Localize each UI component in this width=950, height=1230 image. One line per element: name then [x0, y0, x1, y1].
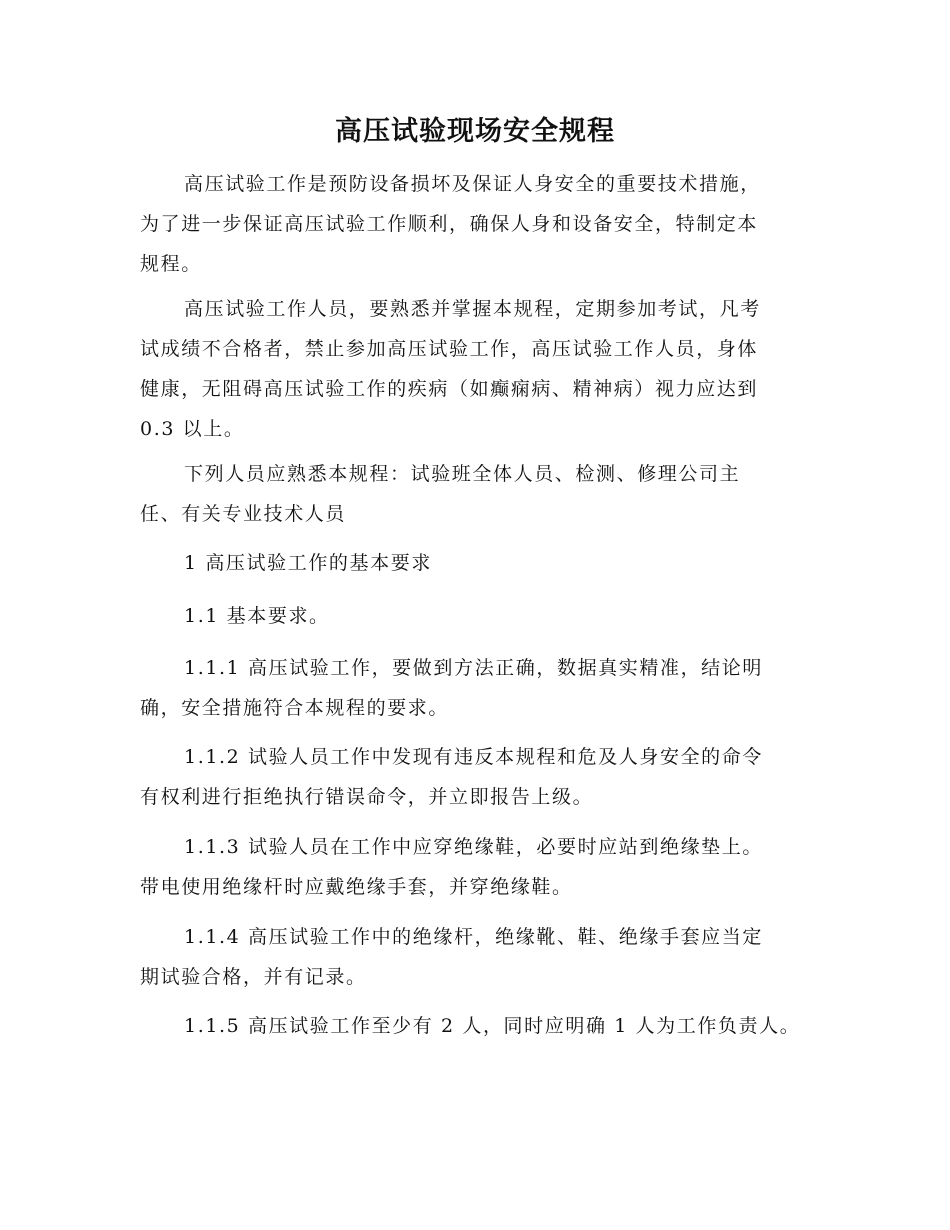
section-heading-1-1 [140, 596, 805, 636]
paragraph-line: 1.1.2 试验人员工作中发现有违反本规程和危及人身安全的命令 [184, 746, 763, 768]
paragraph-line: 1.1.5 高压试验工作至少有 2 人，同时应明确 1 人为工作负责人。 [184, 1015, 801, 1037]
paragraph-line: 确，安全措施符合本规程的要求。 [140, 697, 450, 719]
paragraph-line: 规程。 [140, 253, 202, 275]
paragraph-line: 1.1.1 高压试验工作，要做到方法正确，数据真实精准，结论明 [184, 657, 763, 679]
paragraph-line: 高压试验工作人员，要熟悉并掌握本规程，定期参加考试，凡考 [184, 298, 761, 320]
clause-1-1-4 [140, 917, 805, 997]
clause-1-1-1 [140, 648, 805, 728]
paragraph-line: 1.1.4 高压试验工作中的绝缘杆，绝缘靴、鞋、绝缘手套应当定 [184, 926, 763, 948]
document-title: 高压试验现场安全规程 [335, 116, 615, 147]
paragraph-line: 1 高压试验工作的基本要求 [184, 552, 432, 574]
clause-1-1-3 [140, 827, 805, 907]
paragraph-intro [140, 164, 805, 284]
clause-1-1-2 [140, 737, 805, 817]
paragraph-personnel-requirements [140, 289, 805, 449]
paragraph-line: 健康，无阻碍高压试验工作的疾病（如癫痫病、精神病）视力应达到 [140, 378, 759, 400]
paragraph-line: 为了进一步保证高压试验工作顺利，确保人身和设备安全，特制定本 [140, 213, 759, 235]
paragraph-line: 1.1 基本要求。 [184, 605, 330, 627]
paragraph-applicable-staff [140, 454, 805, 534]
paragraph-line: 高压试验工作是预防设备损坏及保证人身安全的重要技术措施， [184, 173, 761, 195]
paragraph-line: 期试验合格，并有记录。 [140, 966, 367, 988]
paragraph-line: 任、有关专业技术人员 [140, 503, 347, 525]
section-heading-1 [140, 543, 805, 583]
paragraph-line: 试成绩不合格者，禁止参加高压试验工作，高压试验工作人员，身体 [140, 338, 759, 360]
paragraph-line: 1.1.3 试验人员在工作中应穿绝缘鞋，必要时应站到绝缘垫上。 [184, 836, 763, 858]
paragraph-line: 0.3 以上。 [140, 418, 245, 440]
paragraph-line: 带电使用绝缘杆时应戴绝缘手套，并穿绝缘鞋。 [140, 876, 573, 898]
paragraph-line: 有权利进行拒绝执行错误命令，并立即报告上级。 [140, 786, 594, 808]
clause-1-1-5 [140, 1006, 805, 1046]
paragraph-line: 下列人员应熟悉本规程：试验班全体人员、检测、修理公司主 [184, 463, 741, 485]
